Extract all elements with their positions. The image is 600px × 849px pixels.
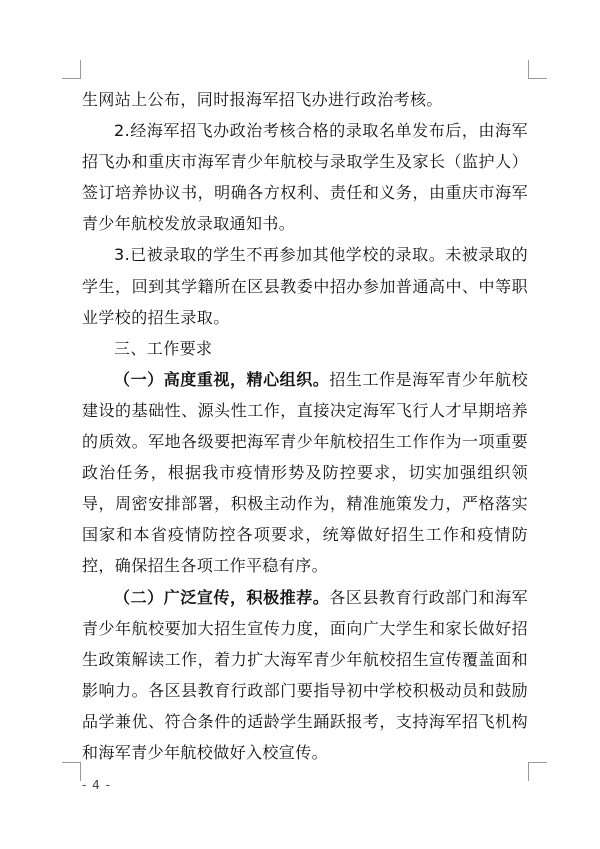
paragraph-requirement-2 <box>82 582 528 769</box>
paragraph-text: 招生工作是海军青少年航校建设的基础性、源头性工作，直接决定海军飞行人才早期培养的质效。军地各级要把海军青少年航校招生工作作为一项重要政治任务，根据我市疫情形势及防控要求，切实加强组织领导，周密安排部署，积极主动作为，精准施策发力，严格落实国家和本省疫情防控各项要求，统筹做好招生工作和疫情防控，确保招生各项工作平稳有序。 <box>82 369 528 576</box>
crop-mark-bottom-left <box>62 762 81 781</box>
paragraph-text: 生网站上公布，同时报海军招飞办进行政治考核。 <box>82 90 443 109</box>
paragraph-lead: （二）广泛宣传，积极推荐。 <box>114 587 330 607</box>
paragraph-text: 3.已被录取的学生不再参加其他学校的录取。未被录取的学生，回到其学籍所在区县教委中招办参加普通高中、中等职业学校的招生录取。 <box>82 245 528 327</box>
section-heading-text: 三、工作要求 <box>114 338 213 358</box>
crop-mark-top-left <box>62 60 81 79</box>
section-heading <box>82 333 528 364</box>
paragraph-requirement-1 <box>82 364 528 582</box>
paragraph-item-3 <box>82 239 528 332</box>
page-number: - 4 - <box>82 778 111 792</box>
paragraph-continuation <box>82 84 528 115</box>
crop-mark-bottom-right <box>528 762 547 781</box>
paragraph-item-2 <box>82 115 528 239</box>
document-body <box>82 84 528 768</box>
crop-mark-top-right <box>528 60 547 79</box>
paragraph-lead: （一）高度重视，精心组织。 <box>114 369 330 389</box>
paragraph-text: 2.经海军招飞办政治考核合格的录取名单发布后，由海军招飞办和重庆市海军青少年航校与录取学生及家长（监护人）签订培养协议书，明确各方权利、责任和义务，由重庆市海军青少年航校发放录取通知书。 <box>82 121 528 234</box>
paragraph-text: 各区县教育行政部门和海军青少年航校要加大招生宣传力度，面向广大学生和家长做好招生政策解读工作，着力扩大海军青少年航校招生宣传覆盖面和影响力。各区县教育行政部门要指导初中学校积极动员和鼓励品学兼优、符合条件的适龄学生踊跃报考，支持海军招飞机构和海军青少年航校做好入校宣传。 <box>82 587 528 762</box>
